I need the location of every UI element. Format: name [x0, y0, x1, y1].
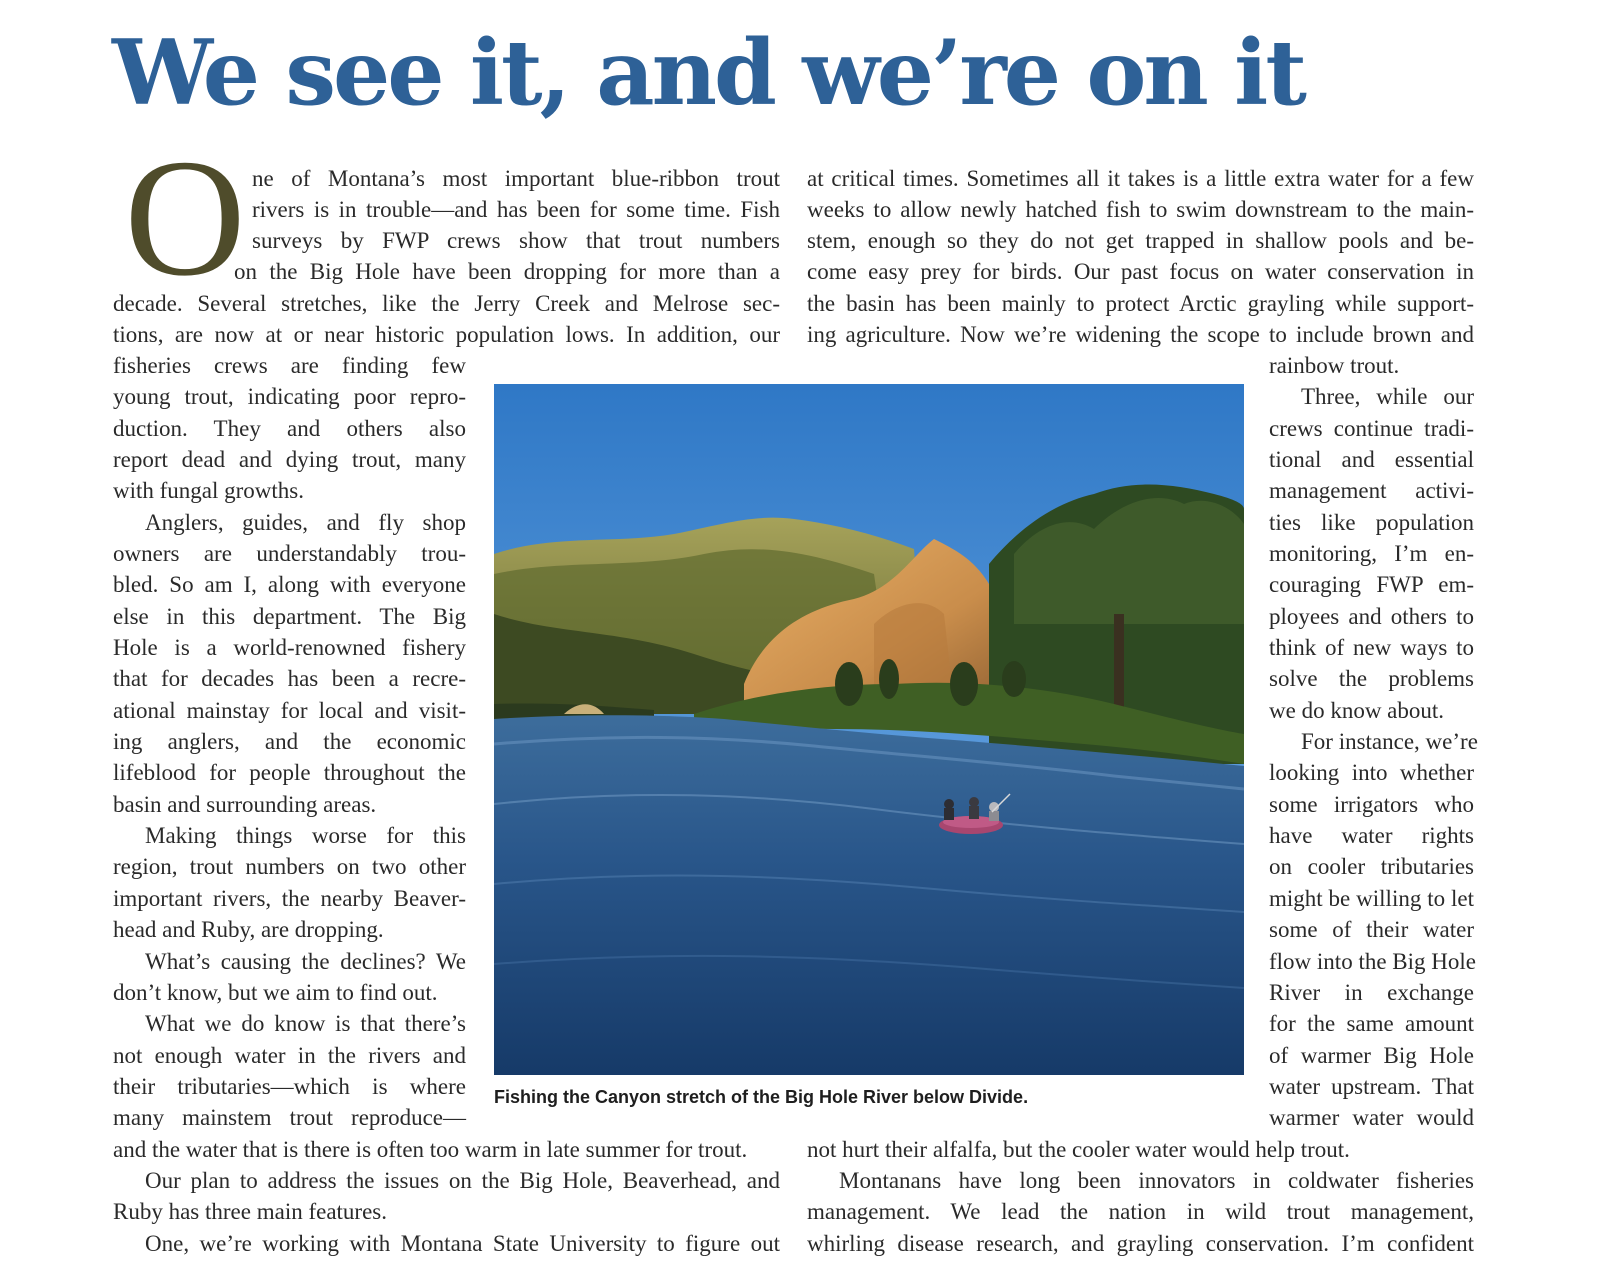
- text-line: Montanans have long been innovators in coldwater fisheries: [839, 1168, 1474, 1193]
- text-line: at critical times. Sometimes all it takes is a little extra water for a few: [807, 166, 1474, 191]
- river-photo: [494, 384, 1244, 1075]
- text-line: we do know about.: [1269, 698, 1445, 723]
- text-line: on cooler tributaries: [1269, 854, 1474, 879]
- text-line: weeks to allow newly hatched fish to swim downstream to the main-: [807, 197, 1474, 222]
- river-landscape-illustration: [494, 384, 1244, 1075]
- text-line: rainbow trout.: [1269, 353, 1400, 378]
- text-line: some irrigators who: [1269, 792, 1474, 817]
- text-line: management activi-: [1269, 478, 1474, 503]
- text-line: River in exchange: [1269, 980, 1474, 1005]
- text-line: ties like population: [1269, 510, 1474, 535]
- text-line: head and Ruby, are dropping.: [113, 917, 384, 942]
- text-line: their tributaries—which is where: [113, 1074, 466, 1099]
- text-line: Hole is a world-renowned fishery: [113, 635, 466, 660]
- drop-cap: O: [124, 125, 246, 311]
- text-line: bled. So am I, along with everyone: [113, 572, 466, 597]
- text-line: that for decades has been a recre-: [113, 666, 466, 691]
- text-line: young trout, indicating poor repro-: [113, 384, 466, 409]
- text-line: One, we’re working with Montana State University to figure out: [145, 1231, 780, 1256]
- text-line: ployees and others to: [1269, 604, 1474, 629]
- text-line: report dead and dying trout, many: [113, 447, 466, 472]
- text-line: stem, enough so they do not get trapped in shallow pools and be-: [807, 228, 1474, 253]
- text-line: and the water that is there is often too warm in late summer for trout.: [113, 1137, 748, 1162]
- text-line: ing anglers, and the economic: [113, 729, 466, 754]
- text-line: some of their water: [1269, 917, 1474, 942]
- text-line: warmer water would: [1269, 1105, 1474, 1130]
- text-line: on the Big Hole have been dropping for more than a: [234, 259, 780, 284]
- text-line: with fungal growths.: [113, 478, 305, 503]
- text-line: might be willing to let: [1269, 886, 1474, 911]
- text-line: important rivers, the nearby Beaver-: [113, 886, 466, 911]
- text-line: basin and surrounding areas.: [113, 792, 377, 817]
- text-line: else in this department. The Big: [113, 604, 466, 629]
- text-line: What we do know is that there’s: [145, 1011, 466, 1036]
- text-line: looking into whether: [1269, 760, 1474, 785]
- text-line: For instance, we’re: [1301, 729, 1478, 754]
- text-line: ing agriculture. Now we’re widening the scope to include brown and: [807, 322, 1474, 347]
- text-line: duction. They and others also: [113, 416, 466, 441]
- text-line: tional and essential: [1269, 447, 1474, 472]
- text-line: think of new ways to: [1269, 635, 1474, 660]
- text-line: for the same amount: [1269, 1011, 1474, 1036]
- text-line: not enough water in the rivers and: [113, 1043, 466, 1068]
- text-line: solve the problems: [1269, 666, 1474, 691]
- text-line: have water rights: [1269, 823, 1474, 848]
- text-line: couraging FWP em-: [1269, 572, 1474, 597]
- text-line: come easy prey for birds. Our past focus on water conservation in: [807, 259, 1474, 284]
- text-line: Making things worse for this: [145, 823, 466, 848]
- text-line: management. We lead the nation in wild trout management,: [807, 1199, 1474, 1224]
- text-line: tions, are now at or near historic population lows. In addition, our: [113, 322, 780, 347]
- text-line: monitoring, I’m en-: [1269, 541, 1474, 566]
- text-line: water upstream. That: [1269, 1074, 1474, 1099]
- text-line: Our plan to address the issues on the Big Hole, Beaverhead, and: [145, 1168, 780, 1193]
- text-line: region, trout numbers on two other: [113, 854, 466, 879]
- text-line: whirling disease research, and grayling conservation. I’m confident: [807, 1231, 1474, 1256]
- article-headline: We see it, and we’re on it: [112, 20, 1304, 126]
- text-line: owners are understandably trou-: [113, 541, 466, 566]
- photo-caption: Fishing the Canyon stretch of the Big Hole River below Divide.: [494, 1087, 1029, 1107]
- text-line: ne of Montana’s most important blue-ribbon trout: [252, 166, 780, 191]
- text-line: crews continue tradi-: [1269, 416, 1474, 441]
- text-line: Ruby has three main features.: [113, 1199, 387, 1224]
- text-line: lifeblood for people throughout the: [113, 760, 466, 785]
- text-line: don’t know, but we aim to find out.: [113, 980, 438, 1005]
- text-line: Anglers, guides, and fly shop: [145, 510, 466, 535]
- text-line: of warmer Big Hole: [1269, 1043, 1474, 1068]
- text-line: many mainstem trout reproduce—: [113, 1105, 466, 1130]
- text-line: ational mainstay for local and visit-: [113, 698, 466, 723]
- text-line: surveys by FWP crews show that trout numbers: [252, 228, 780, 253]
- text-line: flow into the Big Hole: [1269, 949, 1476, 974]
- text-line: fisheries crews are finding few: [113, 353, 466, 378]
- text-line: Three, while our: [1301, 384, 1474, 409]
- text-line: rivers is in trouble—and has been for some time. Fish: [252, 197, 780, 222]
- text-line: the basin has been mainly to protect Arctic grayling while support-: [807, 291, 1474, 316]
- text-line: decade. Several stretches, like the Jerry Creek and Melrose sec-: [113, 291, 780, 316]
- text-line: What’s causing the declines? We: [145, 949, 466, 974]
- text-line: not hurt their alfalfa, but the cooler water would help trout.: [807, 1137, 1350, 1162]
